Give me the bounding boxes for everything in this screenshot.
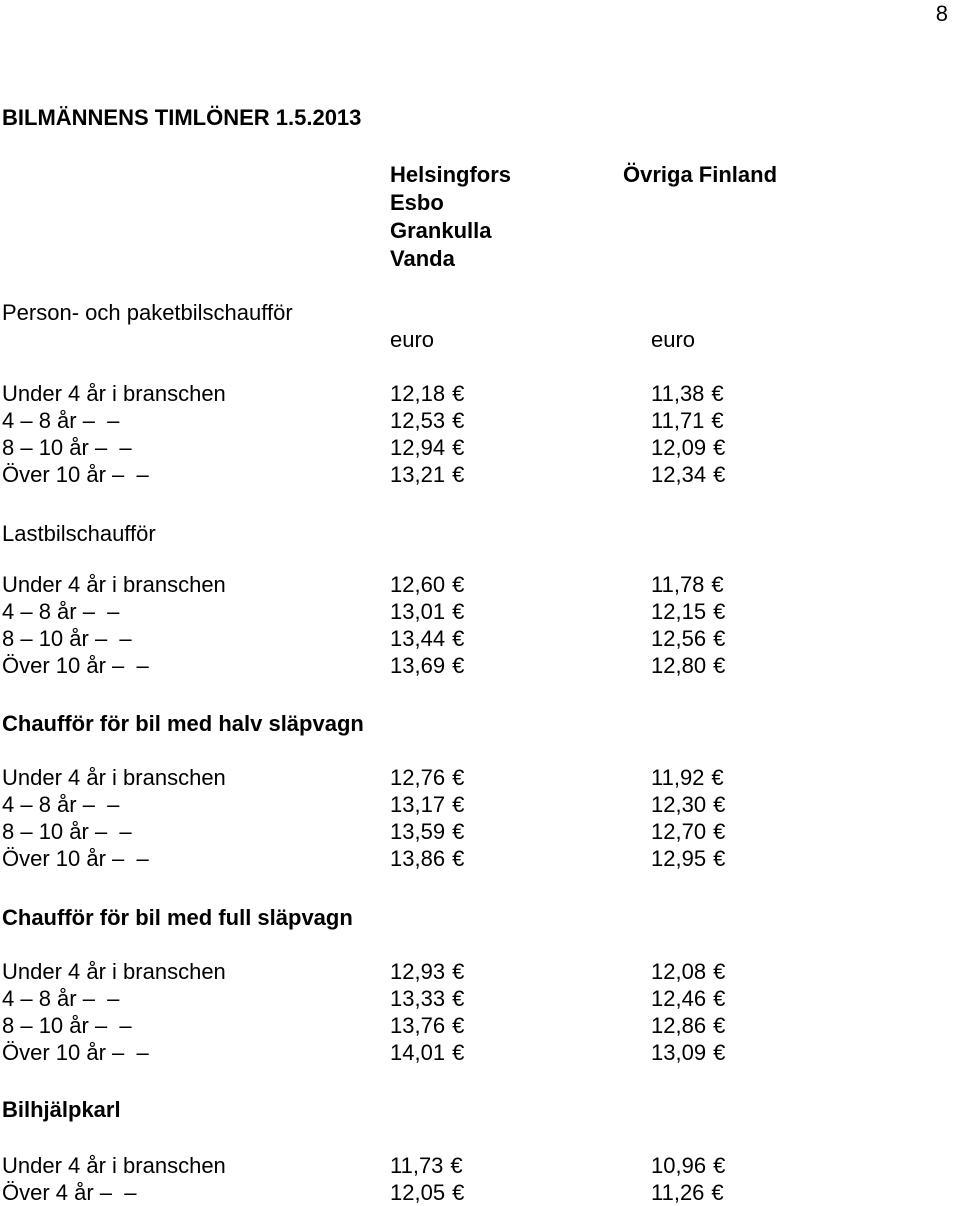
table-row: [2, 1039, 942, 1066]
euro-symbol: €: [713, 819, 726, 844]
section-title: Bilhjälpkarl: [2, 1097, 121, 1122]
wage-capital-region: 13,01 €: [390, 599, 465, 624]
row-label: 4 – 8 år – –: [2, 599, 120, 624]
row-label: 8 – 10 år – –: [2, 626, 132, 651]
column-header-capital-region: [390, 161, 511, 273]
column-header-rest-of-finland: Övriga Finland: [623, 162, 778, 187]
euro-symbol: €: [711, 765, 724, 790]
table-row: [2, 791, 942, 818]
euro-symbol: €: [450, 1153, 463, 1178]
wage-rest-of-finland: 12,95 €: [651, 846, 726, 871]
row-label: 4 – 8 år – –: [2, 408, 120, 433]
euro-symbol: €: [452, 792, 465, 817]
row-label: Under 4 år i branschen: [2, 959, 226, 984]
wage-capital-region: 12,60 €: [390, 572, 465, 597]
euro-symbol: €: [452, 1180, 465, 1205]
table-row: [2, 434, 942, 461]
euro-symbol: €: [711, 1180, 724, 1205]
table-row: [2, 571, 942, 598]
wage-section-person-parcel-driver: [2, 299, 942, 488]
table-row: [2, 461, 942, 488]
wage-capital-region: 13,76 €: [390, 1013, 465, 1038]
euro-symbol: €: [452, 959, 465, 984]
row-label: 8 – 10 år – –: [2, 819, 132, 844]
wage-rest-of-finland: 12,30 €: [651, 792, 726, 817]
wage-rest-of-finland: 12,70 €: [651, 819, 726, 844]
table-row: [2, 958, 942, 985]
wage-capital-region: 13,86 €: [390, 846, 465, 871]
euro-symbol: €: [713, 1013, 726, 1038]
wage-section-driver-assistant: [2, 1096, 942, 1206]
wage-capital-region: 13,44 €: [390, 626, 465, 651]
euro-symbol: €: [713, 653, 726, 678]
column-header-line: Esbo: [390, 190, 444, 215]
row-label: Under 4 år i branschen: [2, 765, 226, 790]
wage-capital-region: 13,59 €: [390, 819, 465, 844]
wage-capital-region: 12,05 €: [390, 1180, 465, 1205]
wage-capital-region: 14,01 €: [390, 1040, 465, 1065]
table-row: [2, 652, 942, 679]
wage-capital-region: 13,17 €: [390, 792, 465, 817]
row-label: Över 10 år – –: [2, 653, 149, 678]
euro-symbol: €: [452, 653, 465, 678]
row-label: Över 10 år – –: [2, 462, 149, 487]
wage-rest-of-finland: 12,08 €: [651, 959, 726, 984]
table-row: [2, 1012, 942, 1039]
wage-rest-of-finland: 12,09 €: [651, 435, 726, 460]
table-row: [2, 1152, 942, 1179]
euro-symbol: €: [452, 765, 465, 790]
wage-capital-region: 13,69 €: [390, 653, 465, 678]
table-row: [2, 380, 942, 407]
column-header-line: Helsingfors: [390, 162, 512, 187]
wage-capital-region: 12,94 €: [390, 435, 465, 460]
table-row: [2, 407, 942, 434]
row-label: Under 4 år i branschen: [2, 1153, 226, 1178]
wage-rest-of-finland: 12,80 €: [651, 653, 726, 678]
wage-rest-of-finland: 13,09 €: [651, 1040, 726, 1065]
wage-rest-of-finland: 12,56 €: [651, 626, 726, 651]
euro-symbol: €: [713, 599, 726, 624]
wage-rest-of-finland: 11,92 €: [651, 765, 724, 790]
euro-symbol: €: [452, 986, 465, 1011]
table-row: [2, 598, 942, 625]
table-row: [2, 818, 942, 845]
euro-symbol: €: [713, 626, 726, 651]
wage-rest-of-finland: 12,15 €: [651, 599, 726, 624]
section-title: Lastbilschaufför: [2, 521, 156, 546]
euro-symbol: €: [713, 1153, 726, 1178]
section-title: Person- och paketbilschaufför: [2, 300, 293, 325]
wage-capital-region: 12,53 €: [390, 408, 465, 433]
row-label: 8 – 10 år – –: [2, 1013, 132, 1038]
wage-section-semi-trailer-driver: [2, 710, 942, 872]
table-row: [2, 625, 942, 652]
row-label: 8 – 10 år – –: [2, 435, 132, 460]
wage-capital-region: 13,33 €: [390, 986, 465, 1011]
euro-symbol: €: [713, 462, 726, 487]
euro-symbol: €: [452, 381, 465, 406]
document-title: BILMÄNNENS TIMLÖNER 1.5.2013: [2, 105, 362, 130]
euro-symbol: €: [452, 1013, 465, 1038]
euro-symbol: €: [452, 626, 465, 651]
wage-capital-region: 12,18 €: [390, 381, 465, 406]
wage-capital-region: 12,93 €: [390, 959, 465, 984]
euro-symbol: €: [452, 408, 465, 433]
unit-label-col1: euro: [390, 327, 435, 352]
row-label: Under 4 år i branschen: [2, 572, 226, 597]
row-label: Över 10 år – –: [2, 846, 149, 871]
wage-rest-of-finland: 12,46 €: [651, 986, 726, 1011]
euro-symbol: €: [713, 986, 726, 1011]
euro-symbol: €: [713, 792, 726, 817]
column-header-line: Vanda: [390, 246, 455, 271]
wage-rest-of-finland: 11,26 €: [651, 1180, 724, 1205]
wage-rest-of-finland: 10,96 €: [651, 1153, 726, 1178]
row-label: Under 4 år i branschen: [2, 381, 226, 406]
table-row: [2, 764, 942, 791]
row-label: 4 – 8 år – –: [2, 986, 120, 1011]
euro-symbol: €: [713, 1040, 726, 1065]
wage-rest-of-finland: 11,78 €: [651, 572, 724, 597]
section-title: Chaufför för bil med full släpvagn: [2, 905, 353, 930]
wage-rest-of-finland: 12,86 €: [651, 1013, 726, 1038]
euro-symbol: €: [711, 572, 724, 597]
table-row: [2, 1179, 942, 1206]
wage-capital-region: 13,21 €: [390, 462, 465, 487]
wage-rest-of-finland: 11,71 €: [651, 408, 724, 433]
euro-symbol: €: [452, 819, 465, 844]
euro-symbol: €: [711, 381, 724, 406]
row-label: 4 – 8 år – –: [2, 792, 120, 817]
euro-symbol: €: [452, 846, 465, 871]
row-label: Över 10 år – –: [2, 1040, 149, 1065]
euro-symbol: €: [711, 408, 724, 433]
row-label: Över 4 år – –: [2, 1180, 137, 1205]
column-header-line: Grankulla: [390, 218, 492, 243]
wage-section-full-trailer-driver: [2, 904, 942, 1066]
euro-symbol: €: [713, 846, 726, 871]
euro-symbol: €: [713, 959, 726, 984]
wage-capital-region: 12,76 €: [390, 765, 465, 790]
wage-section-truck-driver: [2, 520, 942, 679]
table-row: [2, 985, 942, 1012]
euro-symbol: €: [452, 1040, 465, 1065]
euro-symbol: €: [452, 572, 465, 597]
euro-symbol: €: [452, 462, 465, 487]
page-number: 8: [935, 1, 948, 26]
wage-rest-of-finland: 11,38 €: [651, 381, 724, 406]
wage-rest-of-finland: 12,34 €: [651, 462, 726, 487]
euro-symbol: €: [452, 435, 465, 460]
section-title: Chaufför för bil med halv släpvagn: [2, 711, 364, 736]
table-row: [2, 845, 942, 872]
unit-label-col2: euro: [651, 327, 696, 352]
euro-symbol: €: [452, 599, 465, 624]
euro-symbol: €: [713, 435, 726, 460]
wage-capital-region: 11,73 €: [390, 1153, 463, 1178]
